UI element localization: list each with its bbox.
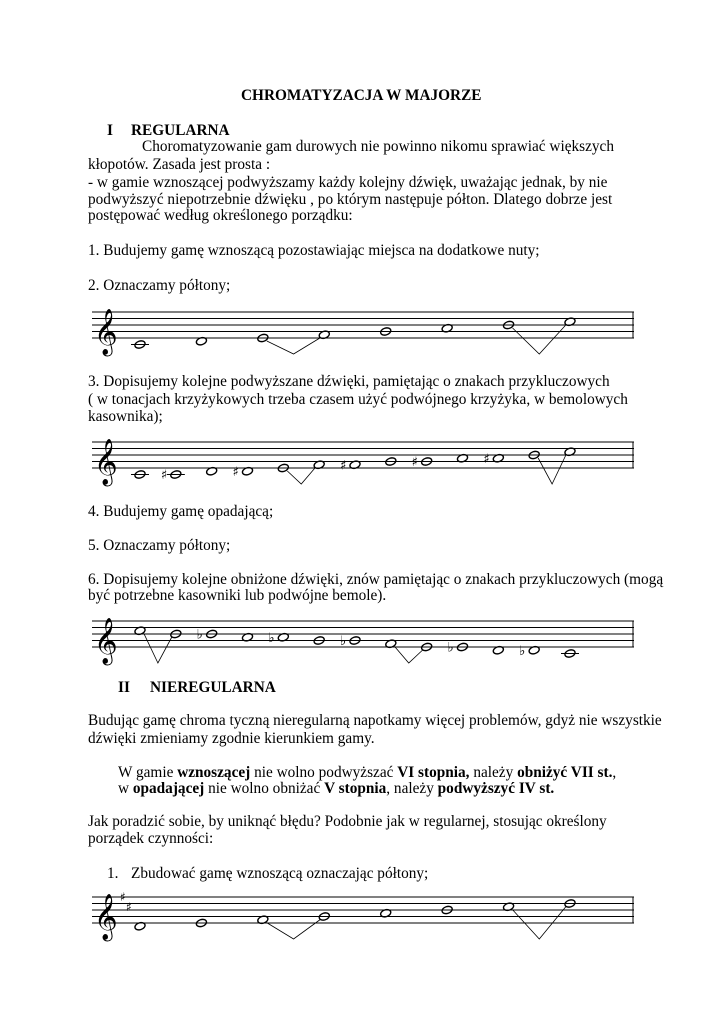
flat-icon: ♭ <box>519 643 526 659</box>
flat-icon: ♭ <box>340 634 347 649</box>
semitone-mark <box>395 647 423 663</box>
music-staff <box>92 607 634 671</box>
key-sharp-icon: ♯ <box>126 900 132 914</box>
flat-icon: ♭ <box>196 627 203 643</box>
semitone-mark <box>538 455 566 484</box>
section-heading: NIEREGULARNA <box>150 679 276 696</box>
music-staff <box>92 883 634 947</box>
rule-line: w opadającej nie wolno obniżać V stopnia, należy podwyższyć IV st. <box>118 780 555 797</box>
step-text: 4. Budujemy gamę opadającą; <box>88 503 274 520</box>
sharp-icon: ♯ <box>160 468 168 483</box>
treble-clef-icon: 𝄞 <box>94 439 118 485</box>
step-text: być potrzebne kasowniki lub podwójne bemole). <box>88 587 387 604</box>
section-heading: REGULARNA <box>131 122 230 139</box>
treble-clef-icon: 𝄞 <box>94 618 118 664</box>
sharp-icon: ♯ <box>340 458 347 474</box>
paragraph-line: Choromatyzowanie gam durowych nie powinno nikomu sprawiać większych <box>142 138 614 155</box>
paragraph-line: kłopotów. Zasada jest prosta : <box>88 156 271 173</box>
paragraph-line: porządek czynności: <box>88 830 214 847</box>
semitone-mark <box>287 468 315 484</box>
paragraph-line: dźwięki zmieniamy zgodnie kierunkiem gamy. <box>88 730 375 747</box>
page-title: CHROMATYZACJA W MAJORZE <box>241 87 482 104</box>
key-sharp-icon: ♯ <box>120 890 126 904</box>
step-text: 5. Oznaczamy półtony; <box>88 537 231 554</box>
semitone-mark <box>267 338 320 354</box>
music-staff <box>92 298 634 362</box>
flat-icon: ♭ <box>447 640 454 656</box>
list-number: 1. <box>107 865 119 882</box>
paragraph-line: podwyższyć niepotrzebnie dźwięku , po którym następuje półton. Dlatego dobrze jest <box>88 191 613 208</box>
sharp-icon: ♯ <box>232 464 239 480</box>
sharp-icon: ♯ <box>483 451 490 467</box>
step-text: 2. Oznaczamy półtony; <box>88 277 231 294</box>
semitone-mark <box>144 634 172 663</box>
step-text: 1. Budujemy gamę wznoszącą pozostawiając miejsca na dodatkowe nuty; <box>88 242 540 259</box>
section-number: I <box>107 122 113 139</box>
step-text: kasownika); <box>88 408 163 425</box>
music-staff <box>92 428 634 492</box>
rule-line: W gamie wznoszącej nie wolno podwyższać VI stopnia, należy obniżyć VII st., <box>118 764 617 781</box>
semitone-mark <box>513 325 566 354</box>
semitone-mark <box>267 920 320 940</box>
section-number: II <box>118 679 130 696</box>
paragraph-line: Jak poradzić sobie, by uniknąć błędu? Podobnie jak w regularnej, stosując określony <box>88 813 607 830</box>
step-text: ( w tonacjach krzyżykowych trzeba czasem użyć podwójnego krzyżyka, w bemolowych <box>88 391 628 408</box>
paragraph-line: Budując gamę chroma tyczną nieregularną napotkamy więcej problemów, gdyż nie wszystkie <box>88 712 662 729</box>
list-item: Zbudować gamę wznoszącą oznaczając półtony; <box>131 865 429 882</box>
flat-icon: ♭ <box>268 630 275 646</box>
paragraph-line: - w gamie wznoszącej podwyższamy każdy kolejny dźwięk, uważając jednak, by nie <box>88 174 608 191</box>
step-text: 6. Dopisujemy kolejne obniżone dźwięki, znów pamiętając o znakach przykluczowych (mogą <box>88 571 664 588</box>
step-text: 3. Dopisujemy kolejne podwyższane dźwięki, pamiętając o znakach przykluczowych <box>88 373 610 390</box>
treble-clef-icon: 𝄞 <box>94 894 118 940</box>
sharp-icon: ♯ <box>411 455 418 470</box>
treble-clef-icon: 𝄞 <box>94 309 118 355</box>
paragraph-line: postępować według określonego porządku: <box>88 207 353 224</box>
